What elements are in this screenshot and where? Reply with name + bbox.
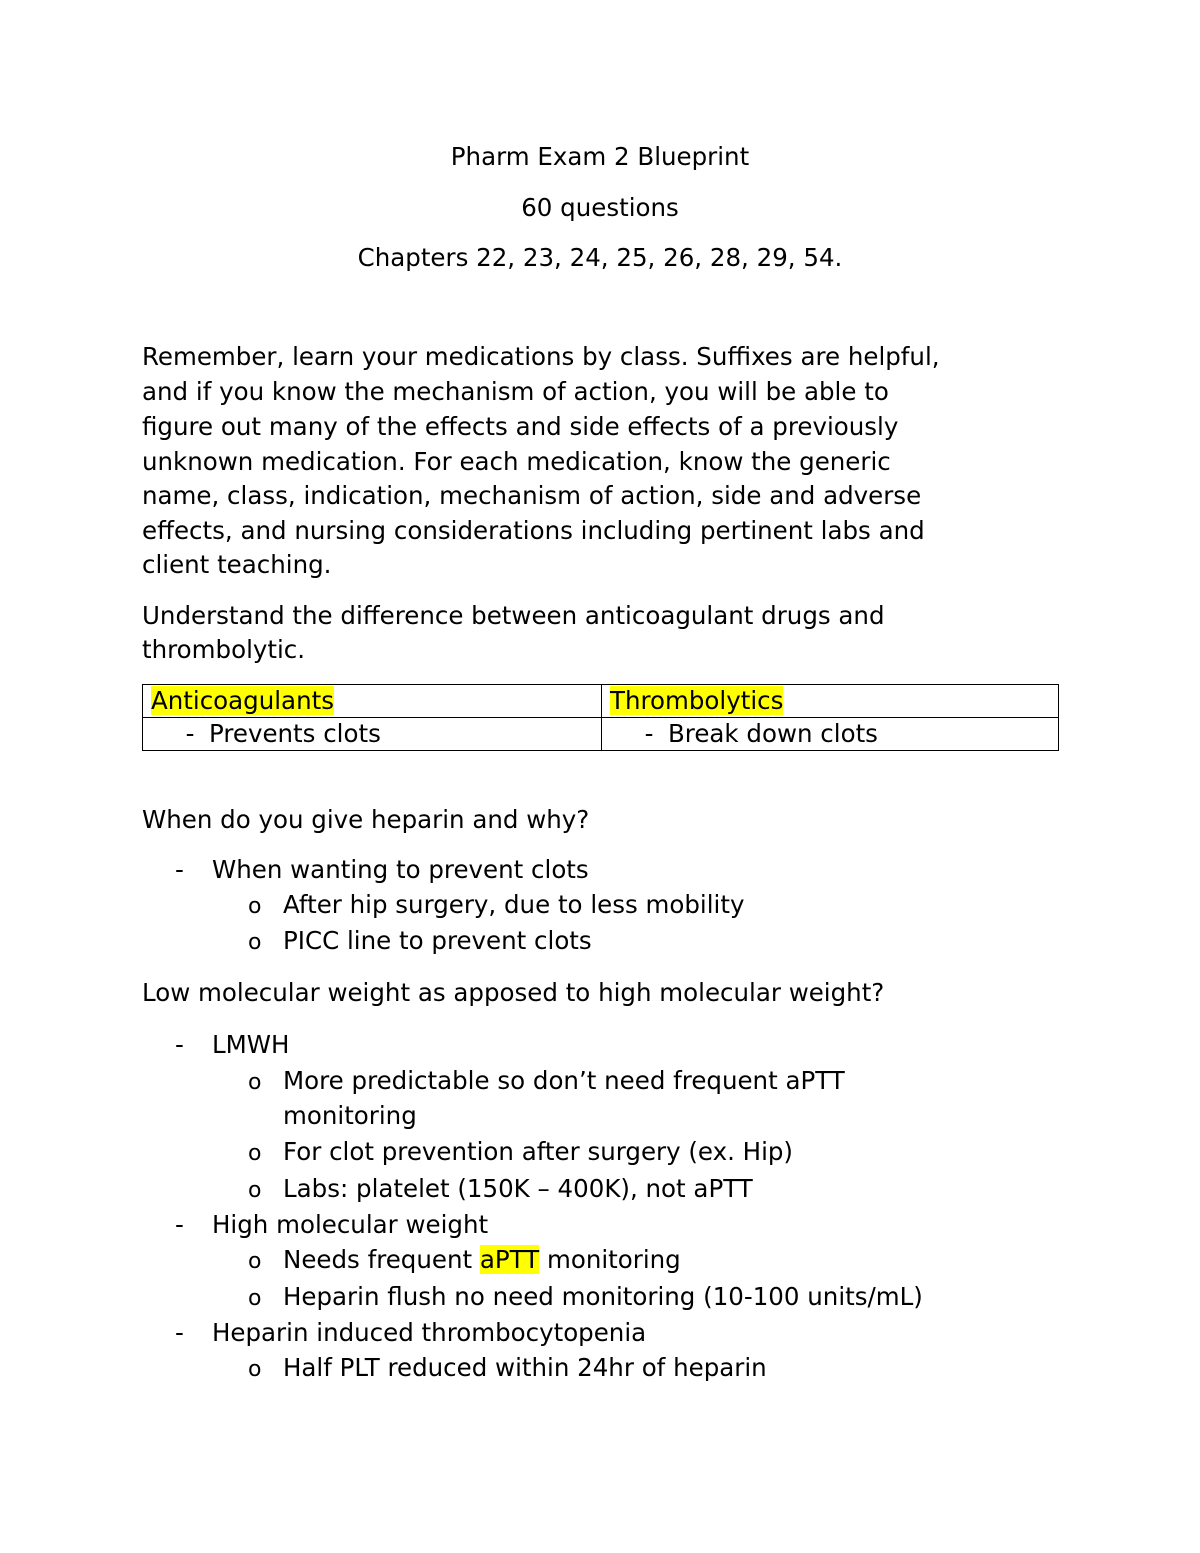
list-subitem	[283, 1245, 681, 1274]
table-cell	[143, 718, 602, 751]
aptt-pre: Needs frequent	[283, 1245, 480, 1274]
list-subitem: More predictable so don’t need frequent aPTT	[283, 1066, 845, 1095]
circle-bullet: o	[248, 1178, 262, 1203]
table-cell	[602, 718, 1059, 751]
circle-bullet: o	[248, 930, 262, 955]
list-item: LMWH	[212, 1030, 290, 1059]
intro-line: name, class, indication, mechanism of action, side and adverse	[142, 481, 922, 510]
aptt-post: monitoring	[539, 1245, 681, 1274]
table-header-row	[143, 685, 1059, 718]
dash-bullet: -	[185, 719, 195, 748]
table-row	[143, 718, 1059, 751]
list-subitem: PICC line to prevent clots	[283, 926, 592, 955]
dash-bullet: -	[175, 1030, 184, 1059]
intro-line: effects, and nursing considerations including pertinent labs and	[142, 516, 925, 545]
aptt-highlight: aPTT	[479, 1245, 540, 1274]
circle-bullet: o	[248, 1141, 262, 1166]
intro-line: figure out many of the effects and side effects of a previously	[142, 412, 899, 441]
list-subitem-cont: monitoring	[283, 1101, 417, 1130]
dash-bullet: -	[175, 1210, 184, 1239]
circle-bullet: o	[248, 894, 262, 919]
chapters-line: Chapters 22, 23, 24, 25, 26, 28, 29, 54.	[357, 243, 843, 272]
list-subitem: Labs: platelet (150K – 400K), not aPTT	[283, 1174, 753, 1203]
header-thrombolytics: Thrombolytics	[610, 686, 784, 715]
circle-bullet: o	[248, 1249, 262, 1274]
circle-bullet: o	[248, 1070, 262, 1095]
doc-title: Pharm Exam 2 Blueprint	[450, 142, 750, 171]
list-subitem: For clot prevention after surgery (ex. Hip)	[283, 1137, 793, 1166]
dash-bullet: -	[175, 1318, 184, 1347]
question-count: 60 questions	[521, 193, 679, 222]
cell-break-down-clots: Break down clots	[668, 719, 878, 748]
circle-bullet: o	[248, 1286, 262, 1311]
intro-line: client teaching.	[142, 550, 332, 579]
comparison-table	[142, 684, 1059, 751]
cell-prevents-clots: Prevents clots	[209, 719, 381, 748]
list-item: When wanting to prevent clots	[212, 855, 589, 884]
dash-bullet: -	[175, 855, 184, 884]
list-item: High molecular weight	[212, 1210, 489, 1239]
list-item: Heparin induced thrombocytopenia	[212, 1318, 647, 1347]
intro-line: Remember, learn your medications by class. Suffixes are helpful,	[142, 342, 940, 371]
understand-line: thrombolytic.	[142, 635, 306, 664]
circle-bullet: o	[248, 1357, 262, 1382]
header-anticoagulants: Anticoagulants	[151, 686, 334, 715]
table-header-cell	[143, 685, 602, 718]
lmw-question: Low molecular weight as apposed to high molecular weight?	[142, 978, 885, 1007]
list-subitem: After hip surgery, due to less mobility	[283, 890, 745, 919]
list-subitem: Heparin flush no need monitoring (10-100 units/mL)	[283, 1282, 923, 1311]
intro-line: unknown medication. For each medication, know the generic	[142, 447, 891, 476]
dash-bullet: -	[644, 719, 654, 748]
heparin-question: When do you give heparin and why?	[142, 805, 590, 834]
understand-line: Understand the difference between anticoagulant drugs and	[142, 601, 885, 630]
list-subitem: Half PLT reduced within 24hr of heparin	[283, 1353, 767, 1382]
table-header-cell	[602, 685, 1059, 718]
intro-line: and if you know the mechanism of action, you will be able to	[142, 377, 889, 406]
